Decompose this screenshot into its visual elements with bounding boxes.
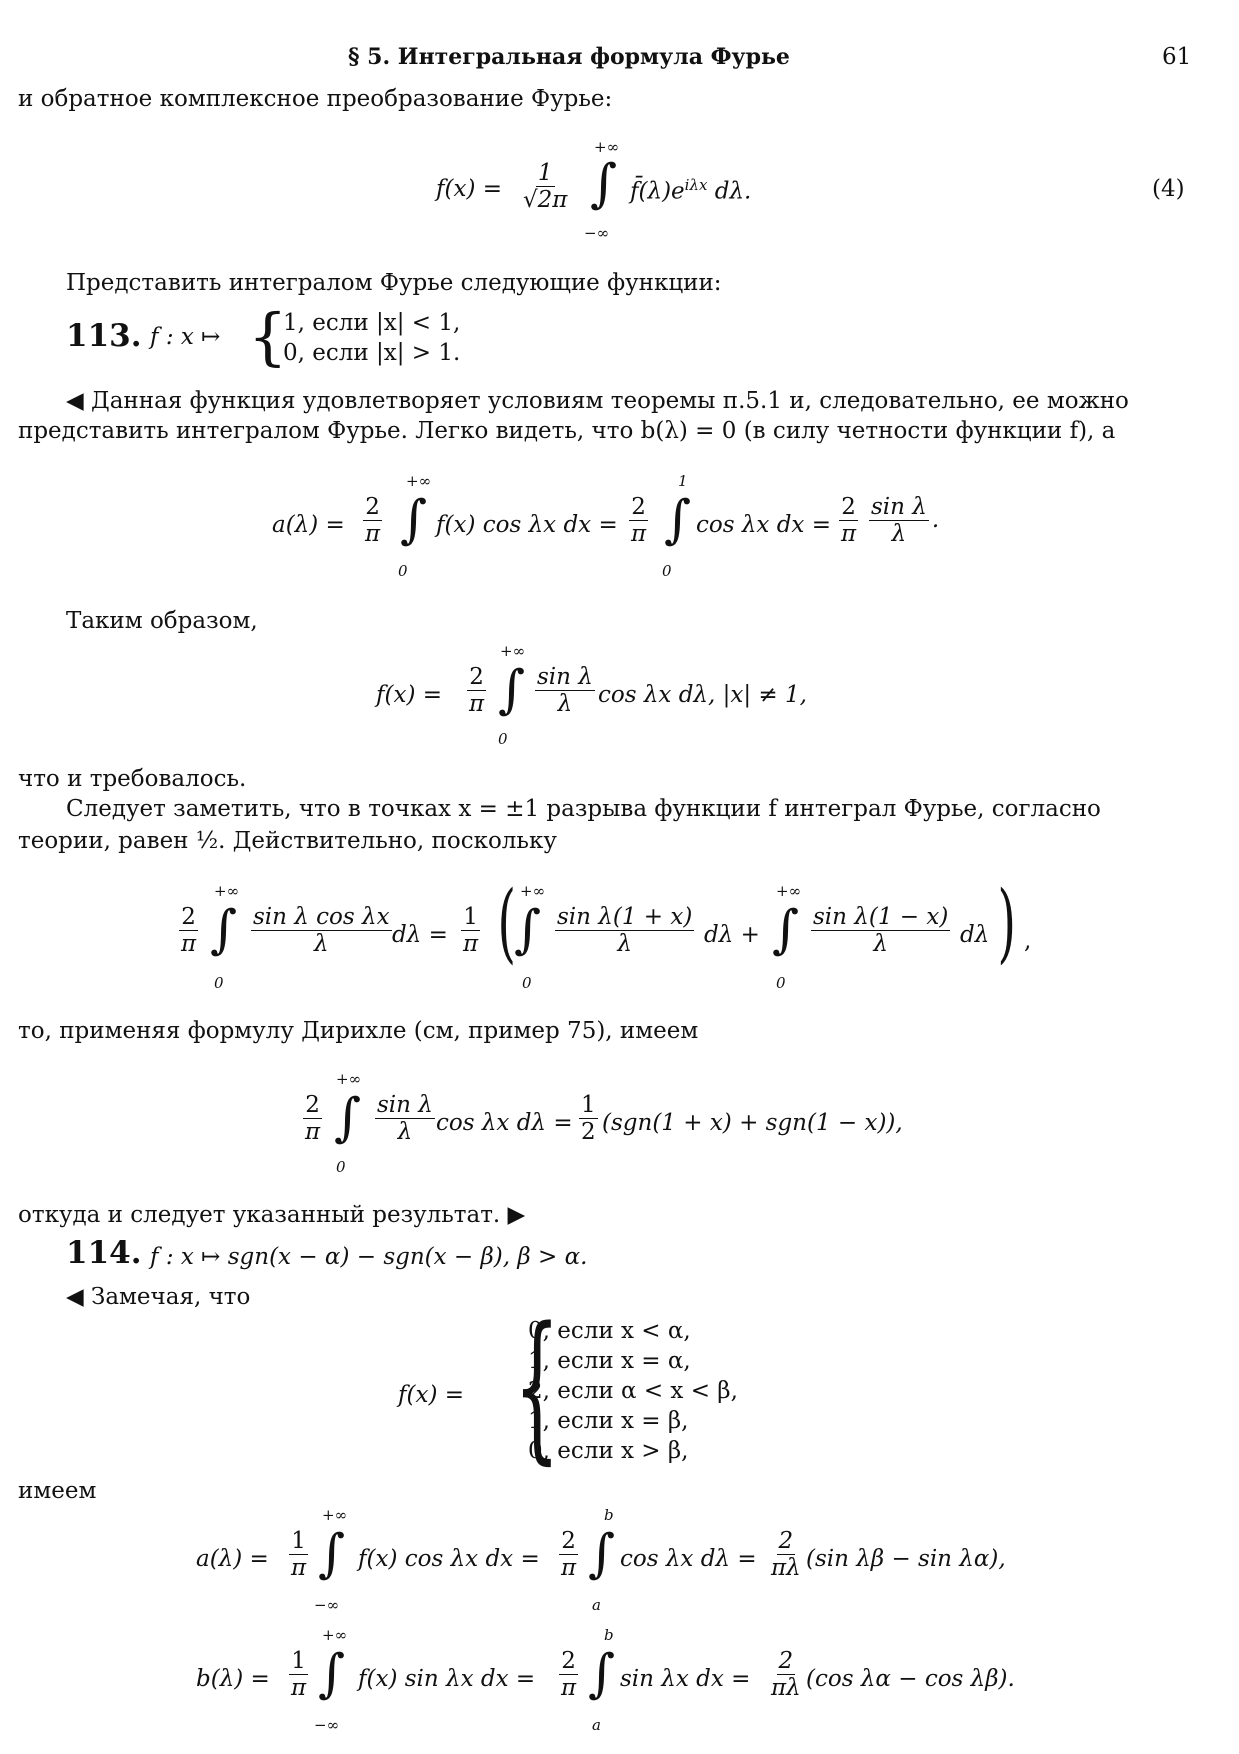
a114-tail: (sin λβ − sin λα), — [806, 1546, 1006, 1572]
numerator: 2 — [365, 494, 380, 520]
integrand: f(x) cos λx dx = — [436, 512, 618, 538]
required-text: что и требовалось. — [18, 766, 247, 792]
dirichlet-text: то, применяя формулу Дирихле (см, пример 75), имеем — [18, 1018, 699, 1044]
integral-sign: ∫ — [498, 660, 526, 720]
lower-limit: 0 — [662, 562, 672, 580]
result-text: откуда и следует указанный результат. ▶ — [18, 1202, 526, 1228]
differential: dλ — [960, 922, 990, 948]
case-row: 1, если x = β, — [528, 1408, 689, 1434]
lower-limit: a — [592, 1716, 601, 1734]
upper-limit: +∞ — [322, 1506, 348, 1524]
integral-sign: ∫ — [318, 1644, 346, 1704]
case-1: 1, если |x| < 1, — [283, 310, 461, 336]
numerator: 1 — [291, 1528, 306, 1554]
lower-limit: −∞ — [314, 1596, 340, 1614]
intro-text: и обратное комплексное преобразование Фурье: — [18, 86, 613, 112]
fraction — [535, 664, 595, 718]
integral-sign: ∫ — [590, 154, 618, 214]
upper-limit: b — [604, 1506, 614, 1524]
denominator: λ — [891, 521, 907, 548]
dirichlet-tail: cos λx dλ = — [436, 1110, 573, 1136]
problem-113-def: f : x ↦ — [150, 324, 221, 350]
right-paren: ) — [997, 873, 1017, 973]
fraction — [579, 1092, 598, 1146]
fraction — [289, 1528, 308, 1582]
lower-limit: −∞ — [584, 224, 610, 242]
denominator: π — [305, 1119, 321, 1146]
left-brace: { — [513, 1292, 560, 1479]
eq4-denominator: √2π — [523, 187, 568, 214]
fraction — [461, 904, 480, 958]
numerator: sin λ — [377, 1092, 433, 1118]
case-row: 2, если α < x < β, — [528, 1378, 738, 1404]
page-number: 61 — [1162, 44, 1192, 70]
numerator: 2 — [841, 494, 856, 520]
left-paren: ( — [497, 873, 517, 973]
eq4-lhs: f(x) = — [436, 176, 503, 202]
integrand: cos λx dx = — [696, 512, 831, 538]
denominator: λ — [873, 931, 888, 958]
integral-sign: ∫ — [318, 1524, 346, 1584]
equation-number: (4) — [1152, 176, 1185, 202]
lower-limit: 0 — [498, 730, 508, 748]
eq4-differential: dλ. — [707, 178, 752, 205]
fraction — [555, 904, 694, 958]
b114-tail: (cos λα − cos λβ). — [806, 1666, 1015, 1692]
note-text-2: теории, равен ½. Действительно, поскольку — [18, 828, 557, 854]
upper-limit: +∞ — [214, 882, 240, 900]
denominator: π — [291, 1555, 307, 1582]
numerator: sin λ(1 − x) — [813, 904, 949, 930]
upper-limit: +∞ — [406, 472, 432, 490]
case-2: 0, если |x| > 1. — [283, 340, 461, 366]
integrand: sin λx dx = — [620, 1666, 751, 1692]
lower-limit: 0 — [522, 974, 532, 992]
fraction — [375, 1092, 435, 1146]
fraction — [289, 1648, 308, 1702]
eq4-numerator: 1 — [537, 160, 553, 186]
denominator: π — [561, 1555, 577, 1582]
numerator: 2 — [181, 904, 196, 930]
lower-limit: 0 — [398, 562, 408, 580]
numerator: sin λ — [537, 664, 593, 690]
upper-limit: +∞ — [322, 1626, 348, 1644]
a114-lhs: a(λ) = — [196, 1546, 269, 1572]
section-title: § 5. Интегральная формула Фурье — [348, 44, 790, 70]
denominator: λ — [397, 1119, 413, 1146]
b114-lhs: b(λ) = — [196, 1666, 270, 1692]
denominator: 2 — [581, 1119, 596, 1146]
denominator: π — [181, 931, 197, 958]
lower-limit: −∞ — [314, 1716, 340, 1734]
integral-sign: ∫ — [210, 900, 238, 960]
numerator: 1 — [581, 1092, 596, 1118]
problem-113-number: 113. — [66, 318, 142, 354]
thus-text: Таким образом, — [66, 608, 258, 634]
fx-tail: cos λx dλ, |x| ≠ 1, — [598, 682, 807, 708]
comma: , — [1024, 928, 1032, 954]
denominator: λ — [617, 931, 632, 958]
numerator: 2 — [561, 1528, 576, 1554]
numerator: 2 — [778, 1648, 794, 1674]
fraction — [363, 494, 382, 548]
solution-text-1: ◀ Данная функция удовлетворяет условиям теоремы п.5.1 и, следовательно, ее можно — [66, 388, 1129, 414]
fraction — [179, 904, 198, 958]
eq4-integrand — [630, 178, 751, 204]
integral-sign: ∫ — [588, 1644, 616, 1704]
denominator: π — [291, 1675, 307, 1702]
noting-text: ◀ Замечая, что — [66, 1284, 251, 1310]
fraction — [467, 664, 486, 718]
numerator: 2 — [469, 664, 484, 690]
eq4-fraction — [518, 160, 572, 214]
numerator: 2 — [561, 1648, 576, 1674]
case-row: 0, если x < α, — [528, 1318, 691, 1344]
numerator: 2 — [631, 494, 646, 520]
numerator: 1 — [463, 904, 478, 930]
task-prompt: Представить интегралом Фурье следующие функции: — [66, 270, 722, 296]
fraction — [559, 1648, 578, 1702]
denominator: π — [463, 931, 479, 958]
upper-limit: +∞ — [594, 138, 620, 156]
denominator: λ — [313, 931, 329, 958]
integral-sign: ∫ — [588, 1524, 616, 1584]
lower-limit: a — [592, 1596, 601, 1614]
differential: dλ + — [704, 922, 760, 948]
numerator: 1 — [291, 1648, 306, 1674]
fx-lhs: f(x) = — [376, 682, 443, 708]
fraction — [869, 494, 929, 548]
sgn-expression: (sgn(1 + x) + sgn(1 − x)), — [602, 1110, 903, 1136]
denominator: π — [561, 1675, 577, 1702]
eq4-integrand-base: f̄(λ)e — [630, 178, 685, 205]
a-lhs: a(λ) = — [272, 512, 345, 538]
denominator: π — [841, 521, 857, 548]
numerator: 2 — [305, 1092, 320, 1118]
fraction — [769, 1648, 803, 1702]
integral-sign: ∫ — [772, 900, 800, 960]
solution-text-2: представить интегралом Фурье. Легко видеть, что b(λ) = 0 (в силу четности функции f), а — [18, 418, 1116, 444]
case-row: 0, если x > β, — [528, 1438, 689, 1464]
denominator: λ — [557, 691, 573, 718]
upper-limit: b — [604, 1626, 614, 1644]
numerator: 2 — [778, 1528, 794, 1554]
fraction — [629, 494, 648, 548]
numerator: sin λ cos λx — [253, 904, 390, 930]
upper-limit: +∞ — [500, 642, 526, 660]
fraction — [811, 904, 950, 958]
f114-lhs: f(x) = — [398, 1382, 465, 1408]
lower-limit: 0 — [336, 1158, 346, 1176]
note-text-1: Следует заметить, что в точках x = ±1 разрыва функции f интеграл Фурье, согласно — [66, 796, 1101, 822]
fraction — [839, 494, 858, 548]
problem-114-number: 114. — [66, 1235, 142, 1271]
numerator: sin λ(1 + x) — [557, 904, 693, 930]
period: . — [931, 506, 940, 533]
denominator: π — [469, 691, 485, 718]
case-row: 1, если x = α, — [528, 1348, 691, 1374]
upper-limit: 1 — [678, 472, 688, 490]
we-have-text: имеем — [18, 1478, 97, 1504]
differential: dλ = — [392, 922, 448, 948]
lower-limit: 0 — [214, 974, 224, 992]
fraction — [303, 1092, 322, 1146]
integral-sign: ∫ — [514, 900, 542, 960]
integrand: f(x) cos λx dx = — [358, 1546, 540, 1572]
integrand: cos λx dλ = — [620, 1546, 757, 1572]
integral-sign: ∫ — [400, 490, 428, 550]
denominator: π — [365, 521, 381, 548]
left-brace: { — [248, 300, 288, 373]
fraction — [769, 1528, 803, 1582]
integral-sign: ∫ — [334, 1088, 362, 1148]
eq4-exponent: iλx — [684, 176, 708, 194]
integral-sign: ∫ — [664, 490, 692, 550]
upper-limit: +∞ — [336, 1070, 362, 1088]
numerator: sin λ — [871, 494, 927, 520]
upper-limit: +∞ — [776, 882, 802, 900]
denominator: π — [631, 521, 647, 548]
denominator: πλ — [771, 1675, 801, 1702]
denominator: πλ — [771, 1555, 801, 1582]
upper-limit: +∞ — [520, 882, 546, 900]
problem-114-def: f : x ↦ sgn(x − α) − sgn(x − β), β > α. — [150, 1244, 588, 1270]
fraction — [559, 1528, 578, 1582]
lower-limit: 0 — [776, 974, 786, 992]
fraction — [251, 904, 392, 958]
integrand: f(x) sin λx dx = — [358, 1666, 536, 1692]
